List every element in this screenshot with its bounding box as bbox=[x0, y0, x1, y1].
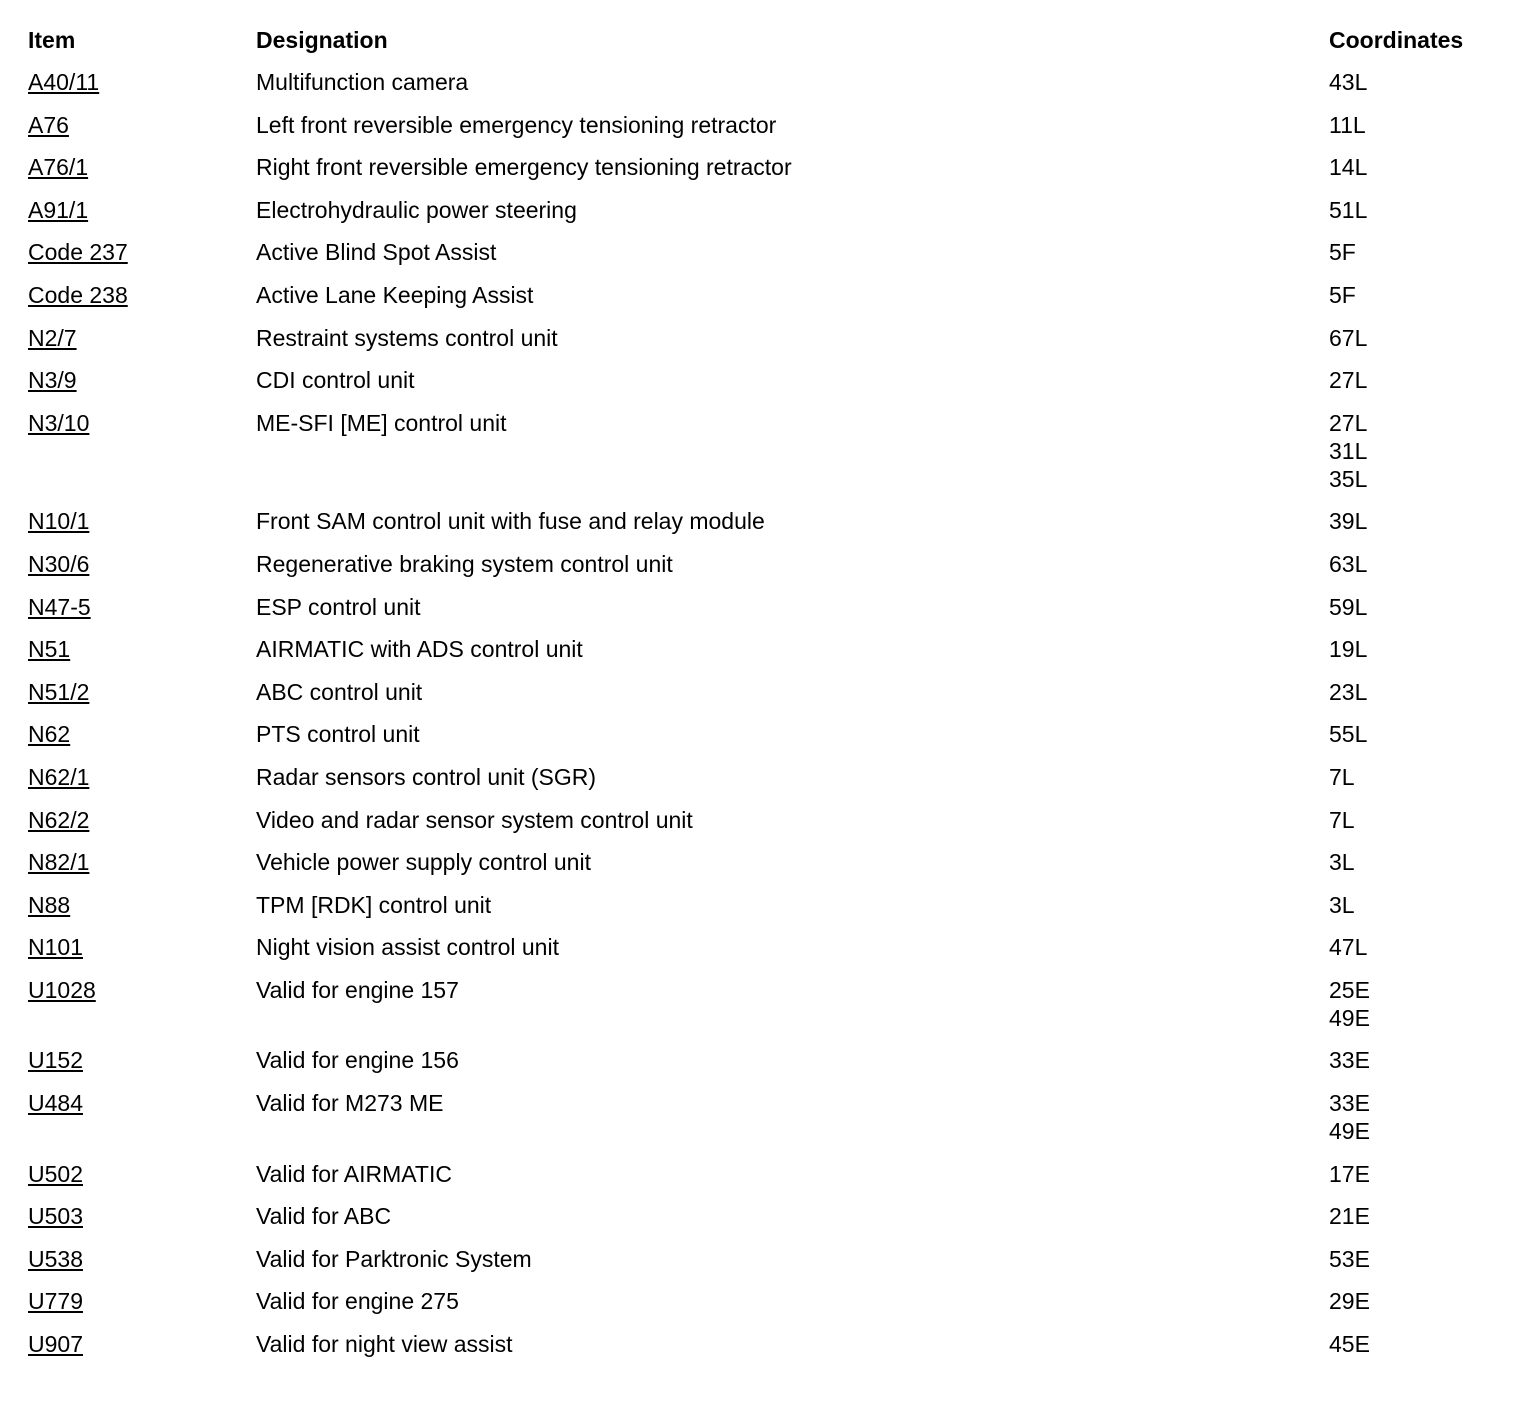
item-link[interactable]: U503 bbox=[28, 1203, 83, 1230]
column-header-designation: Designation bbox=[256, 27, 388, 53]
coordinates-cell bbox=[1329, 1245, 1370, 1273]
coordinate-value: 17E bbox=[1329, 1160, 1370, 1187]
item-link[interactable]: U484 bbox=[28, 1090, 83, 1117]
item-link[interactable]: N62/2 bbox=[28, 806, 90, 833]
coordinates-cell bbox=[1329, 409, 1367, 493]
coordinate-value: 29E bbox=[1329, 1288, 1370, 1315]
coordinate-value: 53E bbox=[1329, 1245, 1370, 1272]
coordinates-cell bbox=[1329, 1089, 1370, 1145]
coordinate-value: 55L bbox=[1329, 721, 1368, 748]
item-link[interactable]: N3/9 bbox=[28, 367, 77, 394]
coordinates-cell bbox=[1329, 1046, 1370, 1074]
table-row bbox=[28, 1330, 1498, 1373]
table-row bbox=[28, 507, 1498, 550]
coordinates-cell bbox=[1329, 111, 1366, 139]
designation-text: Video and radar sensor system control unit bbox=[256, 806, 693, 833]
item-link[interactable]: N82/1 bbox=[28, 849, 90, 876]
coordinate-value: 39L bbox=[1329, 508, 1368, 535]
coordinate-value: 51L bbox=[1329, 196, 1368, 223]
coordinates-cell bbox=[1329, 593, 1367, 621]
table-row bbox=[28, 153, 1498, 196]
table-header bbox=[28, 26, 1498, 68]
table-row bbox=[28, 1089, 1498, 1160]
coordinates-cell bbox=[1329, 678, 1367, 706]
designation-text: TPM [RDK] control unit bbox=[256, 891, 492, 918]
coordinates-cell bbox=[1329, 1160, 1370, 1188]
item-link[interactable]: N3/10 bbox=[28, 409, 90, 436]
designation-text: Valid for M273 ME bbox=[256, 1090, 444, 1117]
table-body bbox=[28, 68, 1498, 1373]
item-link[interactable]: N62 bbox=[28, 721, 71, 748]
coordinate-value: 3L bbox=[1329, 849, 1355, 876]
coordinates-cell bbox=[1329, 720, 1367, 748]
designation-text: Vehicle power supply control unit bbox=[256, 849, 591, 876]
designation-text: Valid for engine 156 bbox=[256, 1047, 459, 1074]
designation-text: PTS control unit bbox=[256, 721, 420, 748]
coordinate-value: 49E bbox=[1329, 1118, 1370, 1145]
coordinates-cell bbox=[1329, 324, 1367, 352]
item-link[interactable]: U502 bbox=[28, 1160, 83, 1187]
designation-text: Valid for Parktronic System bbox=[256, 1245, 532, 1272]
coordinates-cell bbox=[1329, 366, 1367, 394]
designation-text: Left front reversible emergency tensioning retractor bbox=[256, 111, 777, 138]
coordinate-value: 21E bbox=[1329, 1203, 1370, 1230]
table-row bbox=[28, 196, 1498, 239]
designation-text: Multifunction camera bbox=[256, 69, 469, 95]
coordinates-cell bbox=[1329, 976, 1370, 1032]
item-link[interactable]: N51 bbox=[28, 636, 71, 663]
designation-text: Electrohydraulic power steering bbox=[256, 196, 577, 223]
table-row bbox=[28, 1046, 1498, 1089]
designation-text: ME-SFI [ME] control unit bbox=[256, 409, 507, 436]
table-row bbox=[28, 763, 1498, 806]
item-link[interactable]: N88 bbox=[28, 891, 71, 918]
coordinates-cell bbox=[1329, 1287, 1370, 1315]
designation-text: Night vision assist control unit bbox=[256, 934, 559, 961]
table-row bbox=[28, 933, 1498, 976]
coordinate-value: 27L bbox=[1329, 367, 1368, 394]
designation-text: Active Blind Spot Assist bbox=[256, 239, 497, 266]
coordinate-value: 23L bbox=[1329, 678, 1368, 705]
coordinate-value: 7L bbox=[1329, 763, 1355, 790]
item-link[interactable]: Code 237 bbox=[28, 239, 128, 266]
item-link[interactable]: A76/1 bbox=[28, 154, 89, 181]
table-row bbox=[28, 238, 1498, 281]
item-link[interactable]: A76 bbox=[28, 111, 69, 138]
designation-text: ABC control unit bbox=[256, 678, 423, 705]
coordinate-value: 59L bbox=[1329, 593, 1368, 620]
designation-text: Right front reversible emergency tensioning retractor bbox=[256, 154, 792, 181]
coordinates-cell bbox=[1329, 806, 1355, 834]
coordinate-value: 31L bbox=[1329, 437, 1368, 464]
coordinates-cell bbox=[1329, 763, 1355, 791]
designation-text: Valid for ABC bbox=[256, 1203, 392, 1230]
designation-text: Valid for engine 275 bbox=[256, 1288, 459, 1315]
coordinates-cell bbox=[1329, 1330, 1370, 1358]
table-row bbox=[28, 550, 1498, 593]
table-row bbox=[28, 68, 1498, 111]
coordinates-cell bbox=[1329, 550, 1367, 578]
coordinates-cell bbox=[1329, 635, 1367, 663]
coordinate-value: 14L bbox=[1329, 154, 1368, 181]
coordinate-value: 5F bbox=[1329, 239, 1356, 266]
table-row bbox=[28, 976, 1498, 1047]
coordinates-cell bbox=[1329, 281, 1356, 309]
coordinate-value: 11L bbox=[1329, 111, 1366, 138]
coordinates-cell bbox=[1329, 68, 1367, 96]
coordinate-value: 47L bbox=[1329, 934, 1368, 961]
designation-text: Restraint systems control unit bbox=[256, 324, 558, 351]
table-row bbox=[28, 848, 1498, 891]
coordinate-value: 49E bbox=[1329, 1004, 1370, 1031]
table-row bbox=[28, 111, 1498, 154]
item-link[interactable]: N10/1 bbox=[28, 508, 90, 535]
item-link[interactable]: U907 bbox=[28, 1331, 83, 1358]
designation-text: Radar sensors control unit (SGR) bbox=[256, 763, 597, 790]
coordinate-value: 67L bbox=[1329, 324, 1368, 351]
designation-text: ESP control unit bbox=[256, 593, 421, 620]
designation-text: AIRMATIC with ADS control unit bbox=[256, 636, 583, 663]
table-row bbox=[28, 281, 1498, 324]
table-row bbox=[28, 635, 1498, 678]
item-link[interactable]: U538 bbox=[28, 1245, 83, 1272]
coordinate-value: 7L bbox=[1329, 806, 1355, 833]
designation-text: Valid for AIRMATIC bbox=[256, 1160, 452, 1187]
designation-text: CDI control unit bbox=[256, 367, 415, 394]
coordinate-value: 3L bbox=[1329, 891, 1355, 918]
item-link[interactable]: Code 238 bbox=[28, 281, 128, 308]
coordinate-value: 19L bbox=[1329, 636, 1368, 663]
coordinates-cell bbox=[1329, 1202, 1370, 1230]
coordinate-value: 33E bbox=[1329, 1047, 1370, 1074]
item-link[interactable]: N30/6 bbox=[28, 550, 90, 577]
designation-text: Regenerative braking system control unit bbox=[256, 550, 673, 577]
item-link[interactable]: U1028 bbox=[28, 976, 96, 1003]
coordinates-cell bbox=[1329, 848, 1355, 876]
table-row bbox=[28, 366, 1498, 409]
column-header-coordinates: Coordinates bbox=[1329, 27, 1464, 53]
table-row bbox=[28, 1160, 1498, 1203]
coordinate-value: 5F bbox=[1329, 281, 1356, 308]
coordinates-cell bbox=[1329, 507, 1367, 535]
item-link[interactable]: U152 bbox=[28, 1047, 83, 1074]
coordinates-cell bbox=[1329, 891, 1355, 919]
item-link[interactable]: A91/1 bbox=[28, 196, 89, 223]
designation-text: Active Lane Keeping Assist bbox=[256, 281, 534, 308]
coordinates-cell bbox=[1329, 153, 1367, 181]
coordinate-value: 35L bbox=[1329, 465, 1368, 492]
table-row bbox=[28, 1245, 1498, 1288]
designation-text: Front SAM control unit with fuse and relay module bbox=[256, 508, 765, 535]
item-link[interactable]: U779 bbox=[28, 1288, 83, 1315]
item-link[interactable]: N62/1 bbox=[28, 763, 90, 790]
coordinates-cell bbox=[1329, 933, 1367, 961]
coordinate-value: 63L bbox=[1329, 550, 1368, 577]
coordinate-value: 25E bbox=[1329, 976, 1370, 1003]
column-header-item: Item bbox=[28, 27, 76, 53]
coordinates-cell bbox=[1329, 238, 1356, 266]
table-row bbox=[28, 806, 1498, 849]
item-link[interactable]: A40/11 bbox=[28, 69, 100, 95]
table-row bbox=[28, 720, 1498, 763]
coordinate-value: 33E bbox=[1329, 1090, 1370, 1117]
table-row bbox=[28, 1287, 1498, 1330]
coordinate-value: 45E bbox=[1329, 1331, 1370, 1358]
designation-text: Valid for night view assist bbox=[256, 1331, 513, 1358]
item-link[interactable]: N47-5 bbox=[28, 593, 91, 620]
table-row bbox=[28, 409, 1498, 508]
table-row bbox=[28, 678, 1498, 721]
coordinate-value: 43L bbox=[1329, 69, 1368, 95]
table-row bbox=[28, 1202, 1498, 1245]
item-link[interactable]: N101 bbox=[28, 934, 83, 961]
designation-text: Valid for engine 157 bbox=[256, 976, 459, 1003]
coordinates-cell bbox=[1329, 196, 1367, 224]
table-row bbox=[28, 891, 1498, 934]
legend-table bbox=[28, 26, 1498, 1373]
table-row bbox=[28, 593, 1498, 636]
coordinate-value: 27L bbox=[1329, 409, 1368, 436]
table-row bbox=[28, 324, 1498, 367]
item-link[interactable]: N51/2 bbox=[28, 678, 90, 705]
item-link[interactable]: N2/7 bbox=[28, 324, 77, 351]
